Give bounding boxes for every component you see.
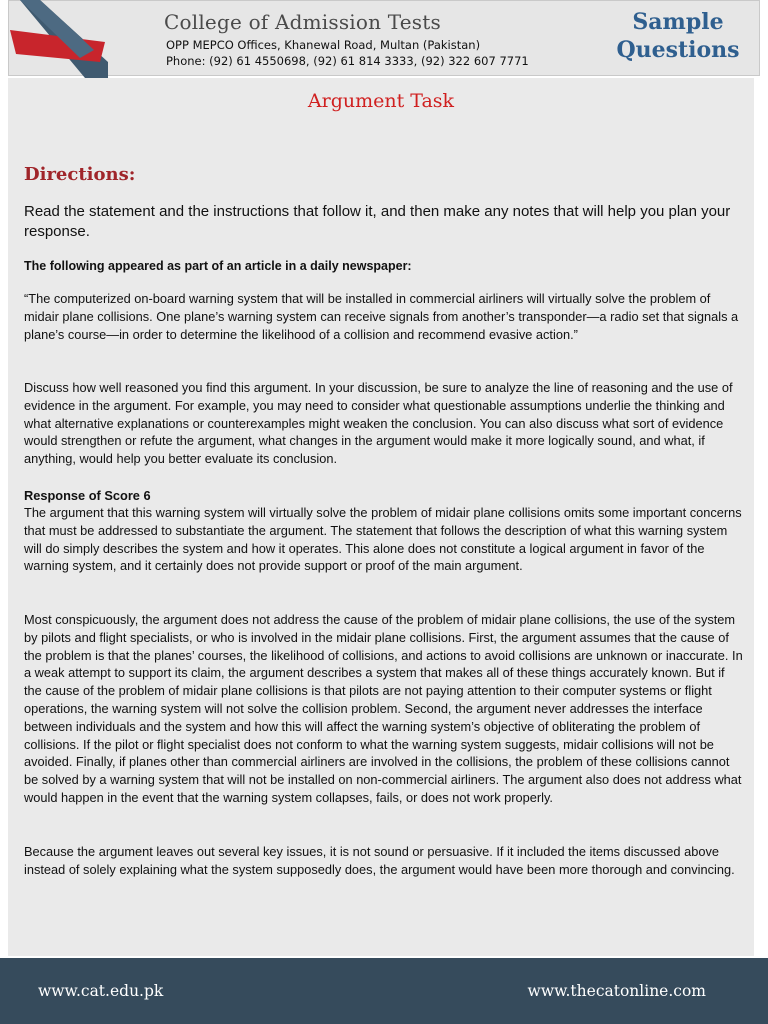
article-lead: The following appeared as part of an article in a daily newspaper: [24, 259, 412, 273]
footer-link-thecatonline[interactable]: www.thecatonline.com [527, 982, 706, 1000]
response-paragraph: Because the argument leaves out several key issues, it is not sound or persuasive. If it included the items discussed above instead of solely explaining what the system supposedly does, the argument would have been more thorough and convincing. [24, 844, 735, 877]
response-paragraph: The argument that this warning system will virtually solve the problem of midair plane collisions omits some important concerns that must be addressed to substantiate the argument. The statement that follows the description of what this warning system will do simply describes the system and how it operates. This alone does not constitute a logical argument in favor of the warning system, and it certainly does not provide support or proof of the main argument. [24, 505, 742, 574]
argument-quote: “The computerized on-board warning system that will be installed in commercial airliners will virtually solve the problem of midair plane collisions. One plane’s warning system can receive signals from another’s transponder—a radio set that signals a plane’s course—in order to determine the likelihood of a collision and recommend evasive action.” [24, 291, 739, 342]
directions-intro: Read the statement and the instructions that follow it, and then make any notes that will help you plan your response. [24, 203, 731, 240]
directions-heading: Directions: [24, 164, 136, 185]
college-address: OPP MEPCO Offices, Khanewal Road, Multan (Pakistan) [166, 38, 481, 52]
footer [0, 958, 768, 1024]
sample-line-2: Questions [616, 37, 740, 63]
response-heading: Response of Score 6 [24, 488, 151, 503]
footer-link-cat[interactable]: www.cat.edu.pk [38, 982, 164, 1000]
college-phone: Phone: (92) 61 4550698, (92) 61 814 3333, (92) 322 607 7771 [166, 54, 529, 68]
page-title: Argument Task [307, 90, 455, 112]
sample-line-1: Sample [632, 9, 724, 35]
sample-questions-label [612, 8, 744, 64]
discussion-instructions: Discuss how well reasoned you find this argument. In your discussion, be sure to analyze the line of reasoning and the use of evidence in the argument. For example, you may need to consider what questionable assumptions underlie the thinking and what alternative explanations or counterexamples might weaken the conclusion. You can also discuss what sort of evidence would strengthen or refute the argument, what changes in the argument would make it more logically sound, and what, if anything, would help you better evaluate its conclusion. [24, 380, 733, 467]
content-panel [8, 78, 754, 956]
college-name: College of Admission Tests [164, 10, 441, 34]
response-paragraph: Most conspicuously, the argument does not address the cause of the problem of midair plane collisions, the use of the system by pilots and flight specialists, or who is involved in the midair plane collisions. First, the argument assumes that the cause of the problem is that the planes’ courses, the likelihood of collisions, and actions to avoid collisions are unknown or inaccurate. In a weak attempt to support its claim, the argument describes a system that makes all of these things accurately known. But if the cause of the problem of midair plane collisions is that pilots are not paying attention to their computer systems or flight operations, the warning system will not solve the collision problem. Second, the argument never addresses the interface between individuals and the system and how this will affect the warning system’s objective of obliterating the problem of collisions. If the pilot or flight specialist does not conform to what the warning system suggests, midair collisions will not be avoided. Finally, if planes other than commercial airliners are involved in the collisions, the problem of these collisions cannot be solved by a warning system that will not be installed on non-commercial airliners. The argument also does not address what would happen in the event that the warning system collapses, fails, or does not work properly. [24, 612, 743, 805]
